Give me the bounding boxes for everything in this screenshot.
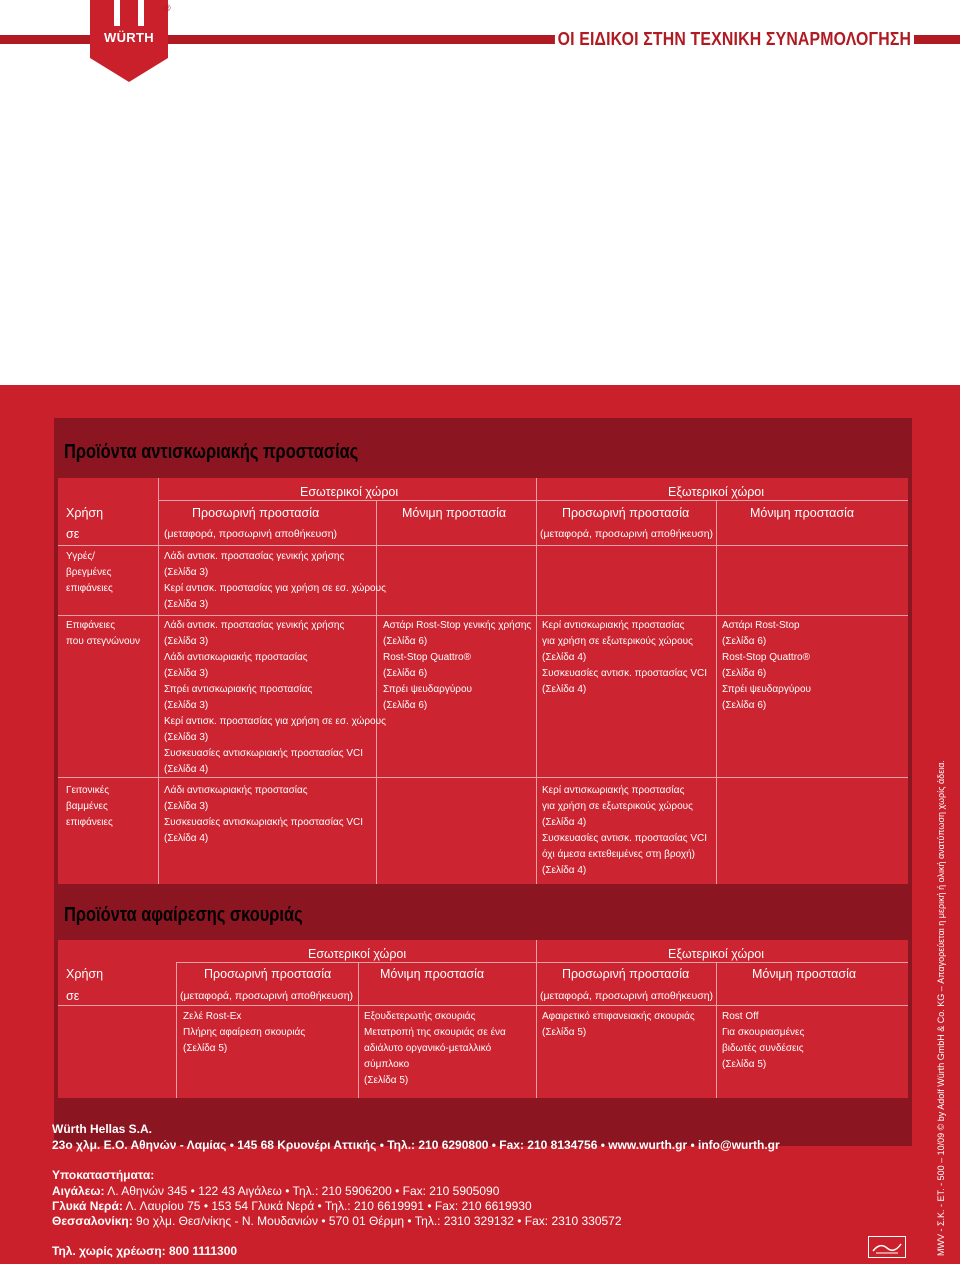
company-address: 23ο χλμ. Ε.Ο. Αθηνών - Λαμίας • 145 68 Κρυονέρι Αττικής • Τηλ.: 210 6290800 • Fax: 210 8134756 • www.wurth.gr • info@wurth.gr — [52, 1138, 780, 1152]
use-label-s2: Χρήση — [66, 967, 104, 981]
s2-cell-int-temp: Ζελέ Rost-Ex Πλήρης αφαίρεση σκουριάς (Σελίδα 5) — [183, 1011, 306, 1054]
cell-painted-int-temp: Λάδι αντισκωριακής προστασίας (Σελίδα 3) Συσκευασίες αντισκωριακής προστασίας VCI (Σελίδα 4) — [164, 785, 363, 844]
s2-cell-ext-temp: Αφαιρετικό επιφανειακής σκουριάς (Σελίδα 5) — [542, 1011, 695, 1038]
s2-cell-ext-perm: Rost Off Για σκουριασμένες βιδωτές συνδέσεις (Σελίδα 5) — [722, 1011, 805, 1070]
s2-cell-int-perm: Εξουδετερωτής σκουριάς Μετατροπή της σκουριάς σε ένα αδιάλυτο οργανικό-μεταλλικό σύμπλοκο (Σελίδα 5) — [364, 1011, 506, 1086]
registered-mark: ® — [164, 3, 171, 13]
row-label-drying: Επιφάνειες που στεγνώνουν — [66, 620, 140, 647]
flow-icon — [868, 1236, 906, 1258]
s2-int-temp-header: Προσωρινή προστασία — [204, 967, 332, 981]
int-temp-note: (μεταφορά, προσωρινή αποθήκευση) — [164, 528, 338, 540]
branches-title: Υποκαταστήματα: — [52, 1168, 155, 1182]
s2-ext-perm-header: Μόνιμη προστασία — [752, 967, 857, 981]
use-label-2: σε — [66, 527, 80, 541]
cell-drying-ext-temp: Κερί αντισκωριακής προστασίας για χρήση σε εξωτερικούς χώρους (Σελίδα 4) Συσκευασίες αντισκ. προστασίας VCI (Σελίδα 4) — [542, 620, 708, 695]
int-temp-header: Προσωρινή προστασία — [192, 506, 320, 520]
use-label-s2-2: σε — [66, 989, 80, 1003]
cell-drying-int-perm: Αστάρι Rost-Stop γενικής χρήσης (Σελίδα 6) Rost-Stop Quattro® (Σελίδα 6) Σπρέι ψευδαργύρου (Σελίδα 6) — [383, 620, 532, 711]
ext-perm-header: Μόνιμη προστασία — [750, 506, 855, 520]
cell-drying-ext-perm: Αστάρι Rost-Stop (Σελίδα 6) Rost-Stop Quattro® (Σελίδα 6) Σπρέι ψευδαργύρου (Σελίδα 6) — [722, 620, 812, 711]
int-perm-header: Μόνιμη προστασία — [402, 506, 507, 520]
branch-glyka-nera: Γλυκά Νερά: Λ. Λαυρίου 75 • 153 54 Γλυκά Νερά • Τηλ.: 210 6619991 • Fax: 210 6619930 — [52, 1199, 532, 1213]
section-title-rust-removal: Προϊόντα αφαίρεσης σκουριάς — [64, 904, 303, 926]
copyright-vertical: MWV - Σ.Κ. - ΕΤ. - 500 – 10/09 © by Adolf Würth GmbH & Co. KG – Απαγορεύεται η μερική ή ολική ανατύπωση χωρίς άδεια. — [936, 760, 946, 1256]
cell-wet-int-temp: Λάδι αντισκ. προστασίας γενικής χρήσης (Σελίδα 3) Κερί αντισκ. προστασίας για χρήση σε εσ. χώρους (Σελίδα 3) — [164, 551, 386, 610]
logo-text: WÜRTH — [104, 30, 154, 45]
ext-temp-note: (μεταφορά, προσωρινή αποθήκευση) — [540, 528, 714, 540]
cell-painted-ext-temp: Κερί αντισκωριακής προστασίας για χρήση σε εξωτερικούς χώρους (Σελίδα 4) Συσκευασίες αντισκ. προστασίας VCI όχι άμεσα εκτεθειμένες στη βροχή) (Σελίδα 4) — [542, 785, 708, 876]
section-title-anticorrosion: Προϊόντα αντισκωριακής προστασίας — [64, 441, 359, 463]
row-label-wet: Υγρές/ βρεγμένες επιφάνειες — [66, 551, 113, 594]
use-label: Χρήση — [66, 506, 104, 520]
interior-header-2: Εσωτερικοί χώροι — [308, 947, 407, 961]
branch-thessaloniki: Θεσσαλονίκη: 9ο χλμ. Θεσ/νίκης - Ν. Μουδανιών • 570 01 Θέρμη • Τηλ.: 2310 329132 • Fax: 2310 330572 — [52, 1214, 622, 1228]
cell-drying-int-temp: Λάδι αντισκ. προστασίας γενικής χρήσης (Σελίδα 3) Λάδι αντισκωριακής προστασίας (Σελίδα 3) Σπρέι αντισκωριακής προστασίας (Σελίδα 3) Κερί αντισκ. προστασίας για χρήση σε εσ. χώρους (Σελίδα 3) Συσκευασίες αντισκωριακής προστασίας VCI (Σελίδα 4) — [164, 620, 386, 775]
tagline: ΟΙ ΕΙΔΙΚΟΙ ΣΤΗΝ ΤΕΧΝΙΚΗ ΣΥΝΑΡΜΟΛΟΓΗΣΗ — [555, 29, 914, 50]
interior-header: Εσωτερικοί χώροι — [300, 485, 399, 499]
s2-int-perm-header: Μόνιμη προστασία — [380, 967, 485, 981]
s2-ext-temp-header: Προσωρινή προστασία — [562, 967, 690, 981]
exterior-header-2: Εξωτερικοί χώροι — [668, 947, 765, 961]
toll-free-phone: Τηλ. χωρίς χρέωση: 800 1111300 — [52, 1244, 238, 1258]
branch-aigaleo: Αιγάλεω: Λ. Αθηνών 345 • 122 43 Αιγάλεω • Τηλ.: 210 5906200 • Fax: 210 5905090 — [52, 1184, 500, 1198]
s2-ext-temp-note: (μεταφορά, προσωρινή αποθήκευση) — [540, 990, 714, 1002]
row-label-painted: Γειτονικές βαμμένες επιφάνειες — [66, 785, 113, 828]
ext-temp-header: Προσωρινή προστασία — [562, 506, 690, 520]
s2-int-temp-note: (μεταφορά, προσωρινή αποθήκευση) — [180, 990, 354, 1002]
exterior-header: Εξωτερικοί χώροι — [668, 485, 765, 499]
company-name: Würth Hellas S.A. — [52, 1122, 153, 1136]
